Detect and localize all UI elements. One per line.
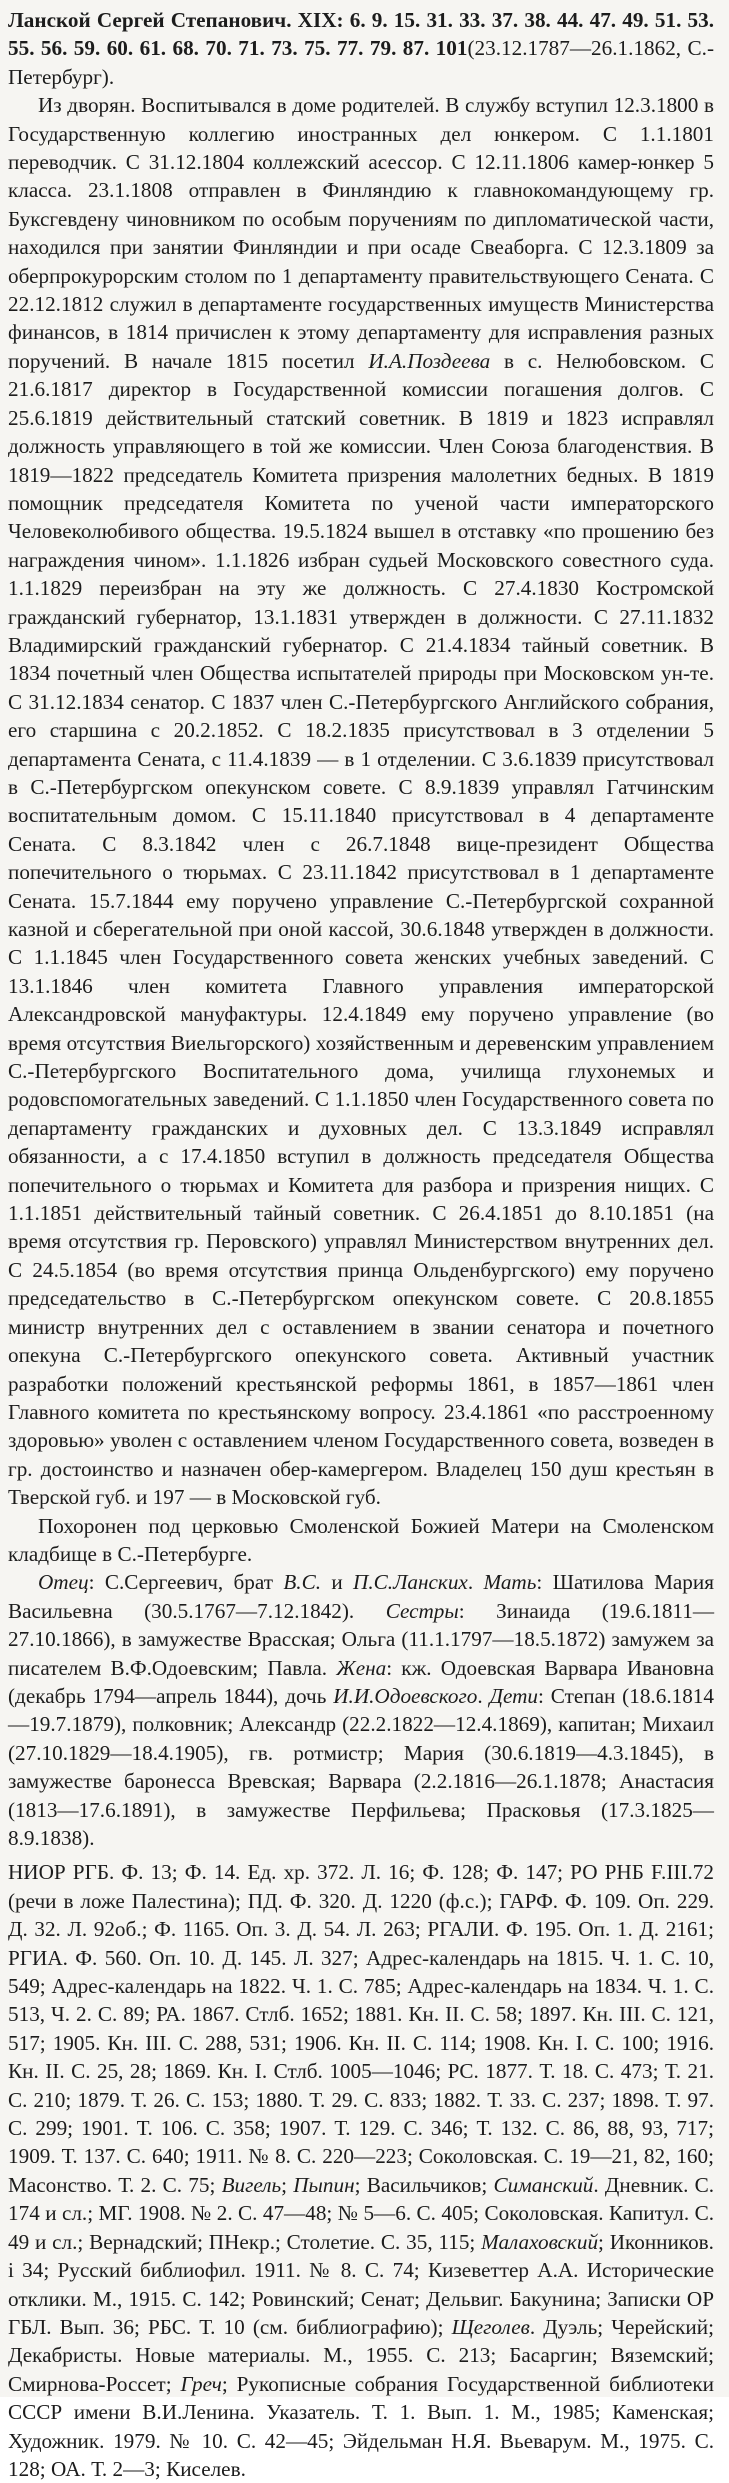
family-label: И.И.Одоевского [333, 1683, 478, 1708]
sources-author-name: Симанский [493, 2172, 594, 2197]
entry-life-dates: (23.12.1787—26.1.1862, С.-Петербург). [8, 36, 715, 89]
family-label: В.С. [283, 1570, 322, 1595]
family-text: . [477, 1683, 490, 1708]
family-label: Жена [336, 1655, 387, 1680]
family-text: : С.Сергеевич, брат [88, 1570, 284, 1595]
sources-text: ; [281, 2172, 294, 2197]
sources-author-name: Щеголев [451, 2314, 530, 2339]
biography-text: Из дворян. Воспитывался в доме родителей. В службу вступил 12.3.1800 в Государственную коллегию иностранных дел юнкером. С 1.1.1801 переводчик. С 31.12.1804 коллежский асессор. С 12.11.1806 камер-юнкер 5 класса. 23.1.1808 отправлен в Финляндию к главнокомандующему гр. Буксгевдену чиновником по особым поручениям по дипломатической части, находился при занятии Финляндии и при осаде Свеаборга. С 12.3.1809 за оберпрокурорским столом по 1 департаменту правительствующего Сената. С 22.12.1812 служил в департаменте государственных имуществ Министерства финансов, в 1814 причислен к этому департаменту для исправления разных поручений. В начале 1815 посетил [8, 93, 714, 373]
sources-text: ; Васильчиков; [354, 2172, 494, 2197]
entry-column [8, 6, 714, 2483]
sources-text: . Дневник. С. 174 и сл.; МГ. 1908. № 2. С. 47—48; № 5—6. С. 405; Соколовская. Капитул. С. 49 и сл.; Вернадский; ПНекр.; Столетие. С. 35, 115; [8, 2172, 715, 2254]
sources-text: . Дуэль; Черейский; Декабристы. Новые материалы. М., 1955. С. 213; Басаргин; Вяземский; Смирнова-Россет; [8, 2314, 714, 2396]
sources-author-name: Вигель [221, 2172, 282, 2197]
family-text: : кж. Одоевская Варвара Ивановна (декабрь 1794—апрель 1844), дочь [8, 1655, 714, 1708]
sources-text: ; Рукописные собрания Государственной библиотеки СССР имени В.И.Ленина. Указатель. Т. 1. Вып. 1. М., 1985; Каменская; Художник. 1979. № 10. С. 42—45; Эйдельман Н.Я. Вьеварум. М., 1975. С. 128; ОА. Т. 2—3; Киселев. [8, 2371, 714, 2481]
sources-text: НИОР РГБ. Ф. 13; Ф. 14. Ед. хр. 372. Л. 16; Ф. 128; Ф. 147; РО РНБ F.III.72 (речи в ложе Палестина); ПД. Ф. 320. Д. 1220 (ф.с.); ГАРФ. Ф. 109. Оп. 229. Д. 32. Л. 92об.; Ф. 1165. Оп. 3. Д. 54. Л. 263; РГАЛИ. Ф. 195. Оп. 1. Д. 2161; РГИА. Ф. 560. Оп. 10. Д. 145. Л. 327; Адрес-календарь на 1815. Ч. 1. С. 10, 549; Адрес-календарь на 1822. Ч. 1. С. 785; Адрес-календарь на 1834. Ч. 1. С. 513, Ч. 2. С. 89; РА. 1867. Стлб. 1652; 1881. Кн. II. С. 58; 1897. Кн. III. С. 121, 517; 1905. Кн. III. С. 288, 531; 1906. Кн. II. С. 114; 1908. Кн. I. С. 100; 1916. Кн. II. С. 25, 28; 1869. Кн. I. Стлб. 1005—1046; PC. 1877. Т. 18. С. 473; Т. 21. С. 210; 1879. Т. 26. С. 153; 1880. Т. 29. С. 833; 1882. Т. 33. С. 237; 1898. Т. 97. С. 299; 1901. Т. 106. С. 358; 1907. Т. 129. С. 346; Т. 132. С. 86, 88, 93, 717; 1909. Т. 137. С. 640; 1911. № 8. С. 220—223; Соколовская. С. 19—21, 82, 160; Масонство. Т. 2. С. 75; [8, 1860, 714, 2197]
biography-text: в с. Нелюбовском. С 21.6.1817 директор в Государственной комиссии погашения долгов. С 25.6.1819 действительный статский советник. В 1819 и 1823 исправлял должность управляющего в той же комиссии. Член Союза благоденствия. В 1819—1822 председатель Комитета призрения малолетних бедных. В 1819 помощник председателя Комитета по ученой части императорского Человеколюбивого общества. 19.5.1824 вышел в отставку «по прошению без награждения чином». 1.1.1826 избран судьей Московского совестного суда. 1.1.1829 переизбран на эту же должность. С 27.4.1830 Костромской гражданский губернатор, 13.1.1831 утвержден в должности. С 27.11.1832 Владимирский гражданский губернатор. С 21.4.1834 тайный советник. В 1834 почетный член Общества испытателей природы при Московском ун-те. С 31.12.1834 сенатор. С 1837 член С.-Петербургского Английского собрания, его старшина с 20.2.1852. С 18.2.1835 присутствовал в 3 отделении 5 департамента Сената, с 11.4.1839 — в 1 отделении. С 3.6.1839 присутствовал в С.-Петербургском опекунском совете. С 8.9.1839 управлял Гатчинским воспитательным домом. С 15.11.1840 присутствовал в 4 департаменте Сената. С 8.3.1842 член с 26.7.1848 вице-президент Общества попечительного о тюрьмах. С 23.11.1842 присутствовал в 1 департаменте Сената. 15.7.1844 ему поручено управление С.-Петербургской сохранной казной и сберегательной при оной кассой, 30.6.1848 утвержден в должности. С 1.1.1845 член Государственного совета женских учебных заведений. С 13.1.1846 член комитета Главного управления императорской Александровской мануфактуры. 12.4.1849 ему поручено управление (во время отсутствия Виельгорского) хозяйственным и деревенским управлением С.-Петербургского Воспитательного дома, училища глухонемых и родовспомогательных заведений. С 1.1.1850 член Государственного совета по департаменту гражданских и духовных дел. С 13.3.1849 исправлял обязанности, а с 17.4.1850 вступил в должность председателя Общества попечительного о тюрьмах и Комитета для разбора и призрения нищих. С 1.1.1851 действительный тайный советник. С 26.4.1851 до 8.10.1851 (на время отсутствия гр. Перовского) управлял Министерством внутренних дел. С 24.5.1854 (во время отсутствия принца Ольденбургского) ему поручено председательство в С.-Петербургском опекунском совете. С 20.8.1855 министр внутренних дел с оставлением в звании сенатора и почетного опекуна С.-Петербургского опекунского совета. Активный участник разработки положений крестьянской реформы 1861, в 1857—1861 член Главного комитета по крестьянскому вопросу. 23.4.1861 «по расстроенному здоровью» уволен с оставлением членом Государственного совета, возведен в гр. достоинство и назначен обер-камергером. Владелец 150 душ крестьян в Тверской губ. и 197 — в Московской губ. [8, 348, 714, 1510]
family-text: : Шатилова Мария Васильевна (30.5.1767—7.12.1842). [8, 1570, 714, 1623]
family-text: : Степан (18.6.1814—19.7.1879), полковник; Александр (22.2.1822—12.4.1869), капитан; Михаил (27.10.1829—18.4.1905), гв. ротмистр; Мария (30.6.1819—4.3.1845), в замужестве баронесса Вревская; Варвара (2.2.1816—26.1.1878; Анастасия (1813—17.6.1891), в замужестве Перфильева; Прасковья (17.3.1825—8.9.1838). [8, 1683, 714, 1850]
entry-heading-paragraph [8, 6, 714, 91]
sources-text: ; Иконников. i 34; Русский библиофил. 1911. № 8. С. 74; Кизеветтер А.А. Исторические отклики. М., 1915. С. 142; Ровинский; Сенат; Дельвиг. Бакунина; Записки ОР ГБЛ. Вып. 36; РБС. Т. 10 (см. библиографию); [8, 2229, 714, 2339]
family-label: Мать [483, 1570, 537, 1595]
family-text: : Зинаида (19.6.1811—27.10.1866), в замужестве Врасская; Ольга (11.1.1797—18.5.1872) замужем за писателем В.Ф.Одоевским; Павла. [8, 1598, 715, 1680]
family-text: и [321, 1570, 354, 1595]
family-label: Дети [489, 1683, 538, 1708]
sources-author-name: Греч [180, 2371, 222, 2396]
biography-paragraph [8, 91, 714, 1511]
entry-name: Ланской Сергей Степанович. [8, 8, 292, 32]
biography-person-name: И.А.Поздеева [368, 348, 491, 373]
entry-index-line: XIX: 6. 9. 15. 31. 33. 37. 38. 44. 47. 49. 51. 53. 55. 56. 59. 60. 61. 68. 70. 71. 73. 75. 77. 79. 87. 101 [8, 8, 714, 61]
sources-author-name: Пыпин [293, 2172, 355, 2197]
family-label: Сестры [385, 1598, 459, 1623]
sources-paragraph [8, 1858, 714, 2483]
family-paragraph [8, 1568, 714, 1852]
burial-paragraph: Похоронен под церковью Смоленской Божией Матери на Смоленском кладбище в С.-Петербурге. [8, 1513, 714, 1566]
family-label: П.С.Ланских [353, 1570, 468, 1595]
sources-author-name: Малаховский [481, 2229, 599, 2254]
family-label: Отец [38, 1570, 89, 1595]
family-text: . [467, 1570, 484, 1595]
